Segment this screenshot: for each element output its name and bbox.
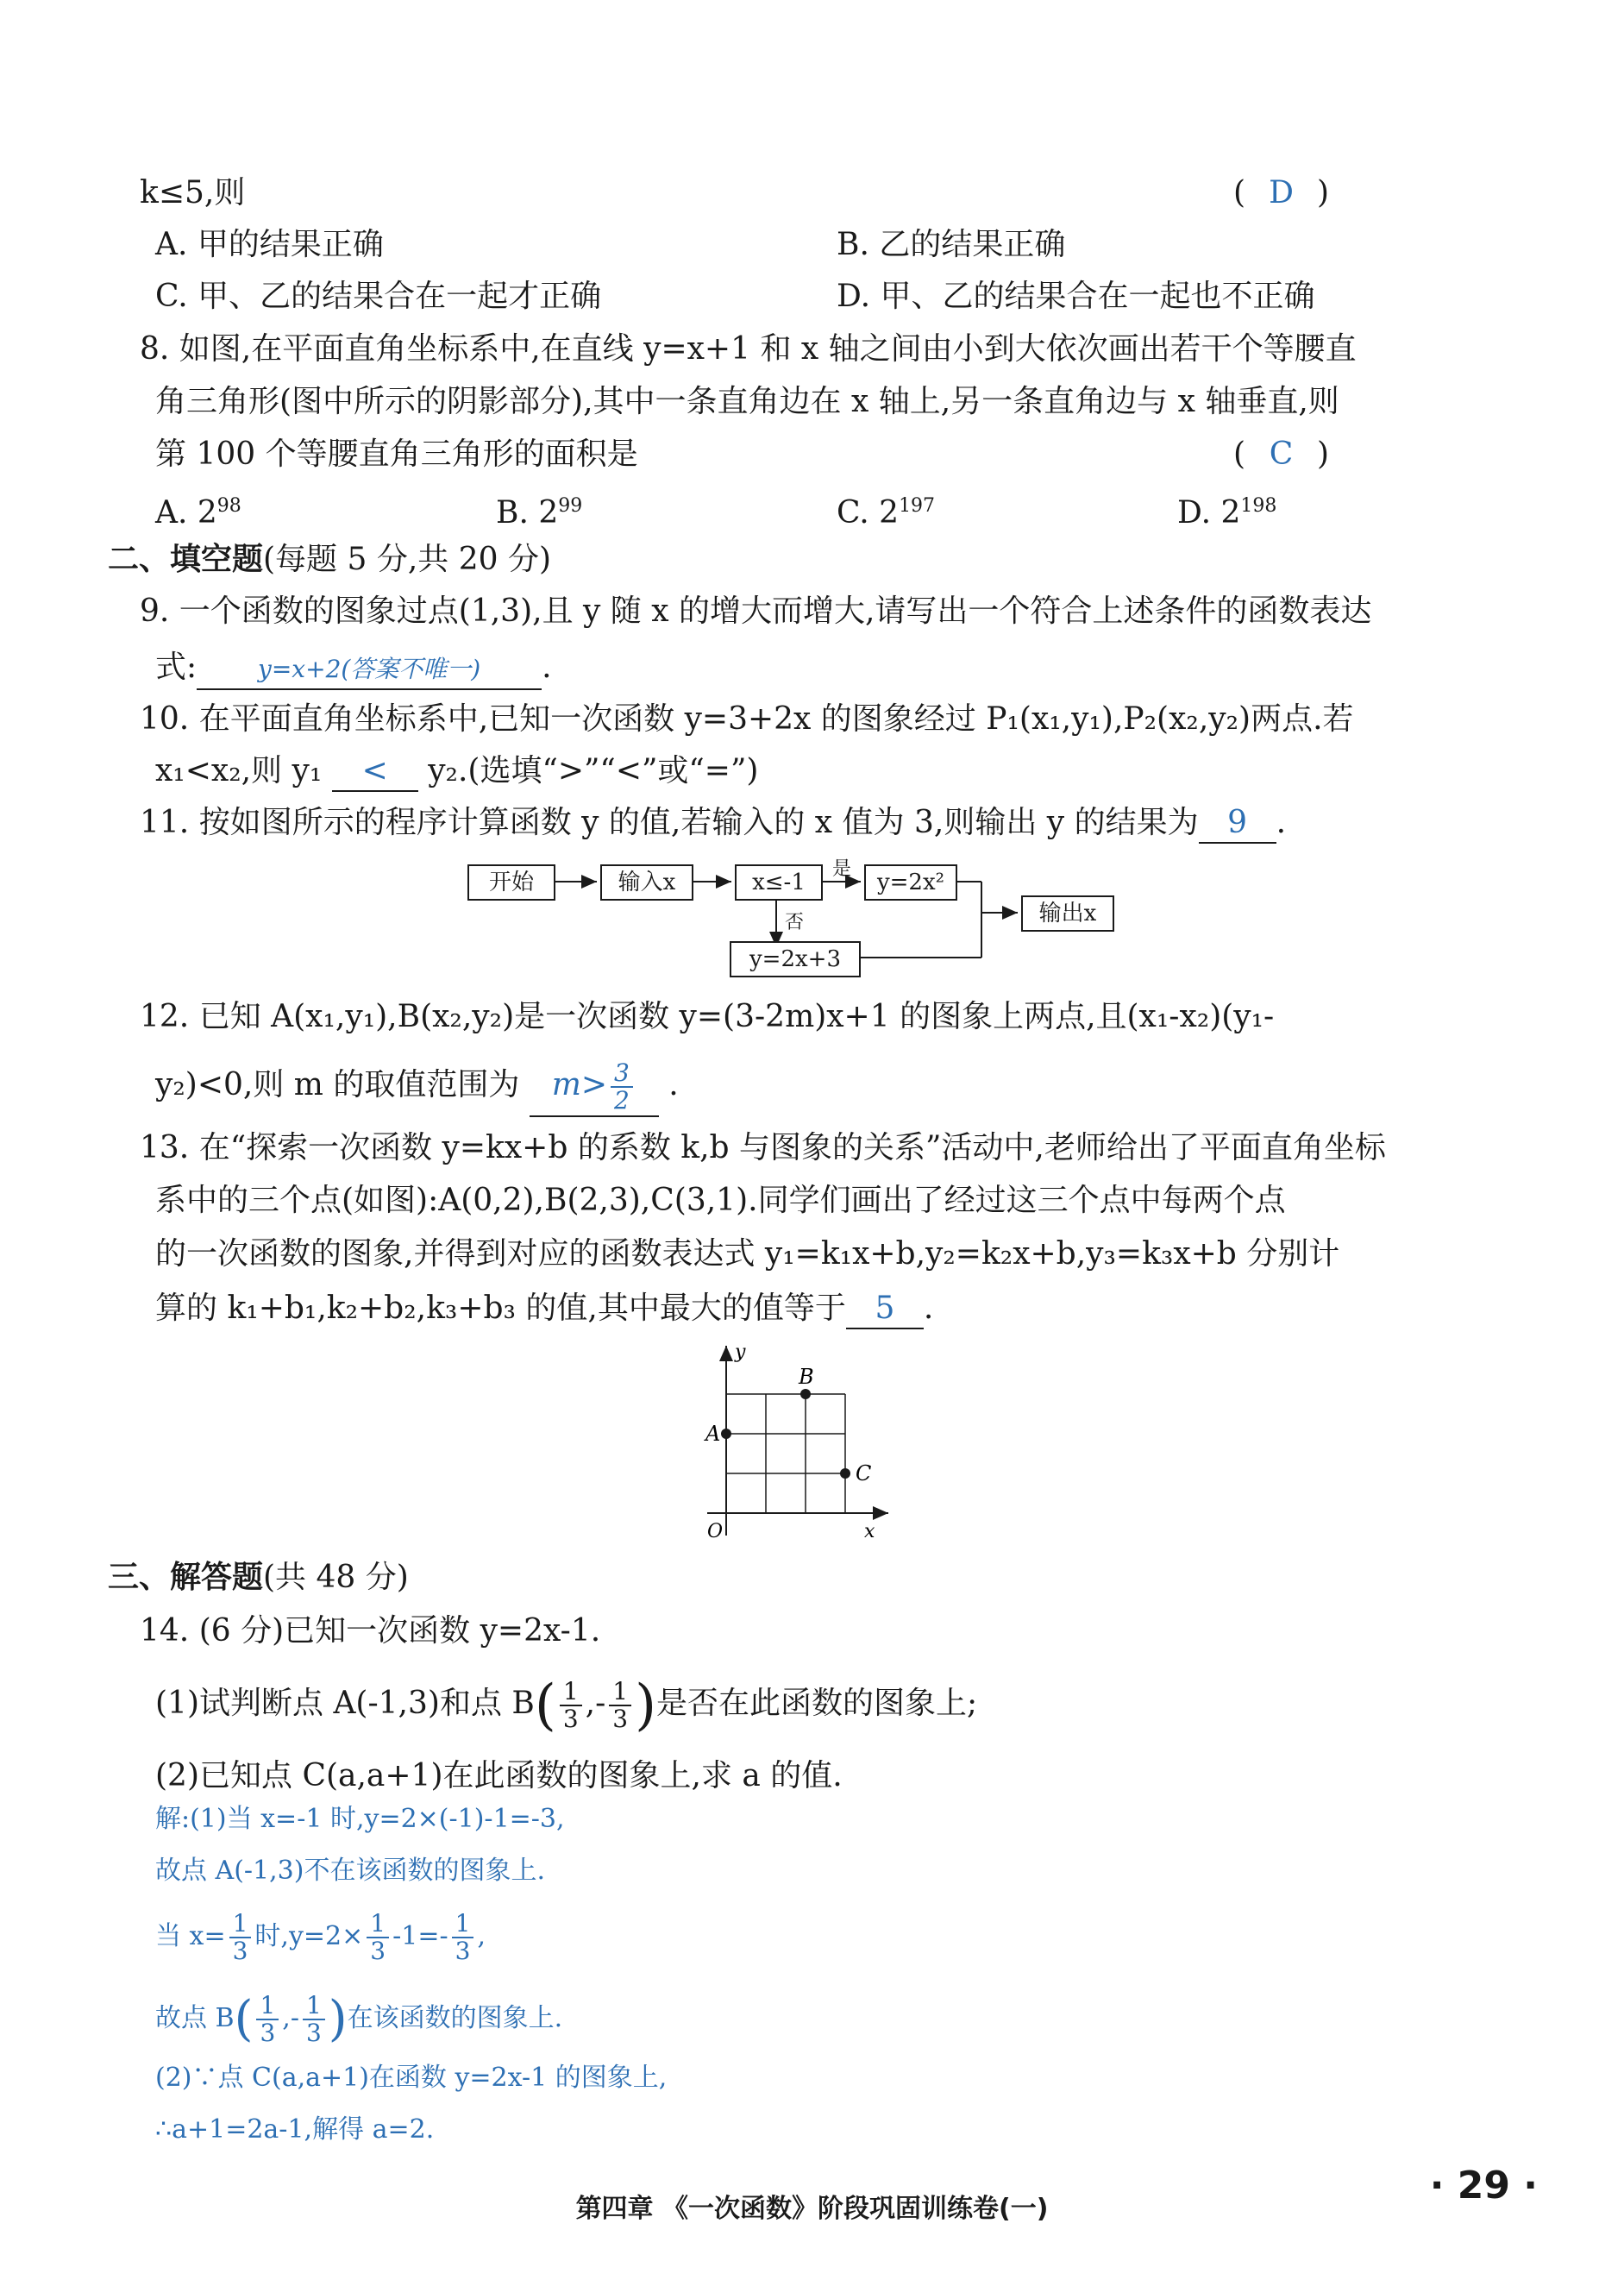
q14-solution-line3 [155,1902,1486,1971]
q8-line3-text: 第 100 个等腰直角三角形的面积是 [155,437,638,472]
q11-post: . [1276,805,1287,840]
q7-stem [140,168,1486,218]
q14-s3-frac2-den: 3 [370,1937,386,1965]
q7-options-row1 [155,220,1486,270]
q14-s3-frac3-num: 1 [452,1911,474,1938]
q13-a-label: A [705,1422,721,1446]
q8-option-b-exp: 99 [558,495,583,517]
q13-c-label: C [856,1461,872,1485]
q14-s4-post: 在该函数的图象上. [347,2003,563,2033]
section3-note: (共 48 分) [263,1560,409,1595]
q14-solution-line4 [155,1984,1486,2053]
q13-graph [681,1335,906,1542]
q8-option-c-exp: 197 [899,495,936,517]
q14-line1: 14. (6 分)已知一次函数 y=2x-1. [140,1613,601,1649]
q14-part1-pre: (1)试判断点 A(-1,3)和点 B [155,1686,535,1721]
flow-yes-formula-box: y=2x² [864,864,957,901]
q14-s3-mid1: 时,y=2× [254,1921,364,1951]
q14-s4-mid: ,- [282,2003,299,2033]
q12-line2-pre: y₂)<0,则 m 的取值范围为 [155,1067,520,1102]
q10-answer-blank: < [332,752,418,792]
q14-s4-paren-close: ) [328,1991,348,2047]
q14-s3-frac1-num: 1 [229,1911,252,1938]
q14-s4-frac2 [303,1993,325,2046]
q9-line1: 9. 一个函数的图象过点(1,3),且 y 随 x 的增大而增大,请写出一个符合上述条件的函数表达 [140,594,1372,629]
q12-answer-fraction [611,1060,633,1114]
q14-s3-frac1 [229,1911,252,1964]
q8-answer-bracket: ( C ) [1233,430,1329,480]
q8-option-a-base: A. 2 [155,495,217,531]
q8-option-a-exp: 98 [216,495,241,517]
q13-y-label: y [735,1341,746,1363]
q7-answer-bracket: ( D ) [1233,168,1329,218]
q13-point-a [721,1429,731,1439]
q13-line4-post: . [923,1291,934,1326]
section2-title: 二、填空题 [108,542,264,577]
q14-s4-frac2-num: 1 [303,1993,325,2020]
q10-line1: 10. 在平面直角坐标系中,已知一次函数 y=3+2x 的图象经过 P₁(x₁,y₁),P₂(x₂,y₂)两点.若 [140,701,1354,737]
q13-grid [726,1394,845,1513]
flow-no-label: 否 [785,912,805,933]
q7-options-row2 [155,272,1486,322]
q10-line2 [155,746,1486,796]
q13-line4-pre: 算的 k₁+b₁,k₂+b₂,k₃+b₃ 的值,其中最大的值等于 [155,1291,846,1326]
q7-option-b: B. 乙的结果正确 [837,227,1066,262]
q14-solution-line2: 故点 A(-1,3)不在该函数的图象上. [155,1856,545,1886]
flow-condition-box: x≤-1 [735,864,823,901]
q8-line1: 8. 如图,在平面直角坐标系中,在直线 y=x+1 和 x 轴之间由小到大依次画出若干个等腰直 [140,331,1357,367]
page-footer-title: 第四章 《一次函数》阶段巩固训练卷(一) [575,2194,1049,2224]
section2-note: (每题 5 分,共 20 分) [263,542,552,577]
flow-output-box: 输出x [1021,895,1114,932]
flow-yes-label: 是 [832,858,852,880]
q13-line4 [155,1284,1486,1334]
q14-solution-line5: (2)∵点 C(a,a+1)在函数 y=2x-1 的图象上, [155,2063,668,2093]
q14-s3-mid2: -1=- [392,1921,448,1951]
q8-answer: C [1269,437,1294,472]
q13-b-label: B [799,1365,814,1389]
q13-point-c [840,1468,850,1479]
q12-line2 [155,1052,1486,1118]
flow-input-box: 输入x [600,864,693,901]
q14-s3-frac3 [452,1911,474,1964]
q13-x-label: x [864,1521,875,1542]
q8-option-b [496,481,582,538]
q13-line3: 的一次函数的图象,并得到对应的函数表达式 y₁=k₁x+b,y₂=k₂x+b,y₃=k₃x+b 分别计 [155,1236,1340,1272]
section3-title: 三、解答题 [108,1560,264,1595]
q11-flowchart [466,854,1121,983]
q14-s4-frac2-den: 3 [305,2019,322,2047]
q8-option-b-base: B. 2 [496,495,559,531]
q14-s4-frac1-den: 3 [260,2019,276,2047]
q14-part1-frac1 [560,1679,582,1732]
q14-s4-paren-open: ( [234,1991,254,2047]
q10-line2-post: y₂.(选填“>”“<”或“=”) [428,753,759,788]
q14-s3-frac2-num: 1 [367,1911,389,1938]
q12-line1: 12. 已知 A(x₁,y₁),B(x₂,y₂)是一次函数 y=(3-2m)x+1 的图象上两点,且(x₁-x₂)(y₁- [140,999,1275,1034]
q8-line3 [155,430,1486,480]
q11-answer-blank: 9 [1199,804,1276,844]
q14-s3-frac3-den: 3 [455,1937,471,1965]
q9-line2 [155,643,1486,693]
q14-part1-frac1-num: 1 [560,1679,582,1706]
q8-line2: 角三角形(图中所示的阴影部分),其中一条直角边在 x 轴上,另一条直角边与 x 轴垂直,则 [155,384,1339,419]
q13-point-b [800,1389,811,1399]
q14-s4-frac1-num: 1 [256,1993,279,2020]
q8-option-c-base: C. 2 [837,495,900,531]
q7-option-a: A. 甲的结果正确 [155,227,384,262]
q14-paren-open: ( [534,1674,556,1737]
section3-header [108,1553,1486,1603]
q14-s3-pre: 当 x= [155,1921,226,1951]
q13-answer-blank: 5 [846,1290,924,1329]
q13-line1: 13. 在“探索一次函数 y=kx+b 的系数 k,b 与图象的关系”活动中,老师给出了平面直角坐标 [140,1130,1386,1165]
q9-answer-blank: y=x+2(答案不唯一) [197,650,542,690]
q14-part1-mid: ,- [585,1686,606,1721]
q11-line1 [140,798,1486,848]
q7-option-d: D. 甲、乙的结果合在一起也不正确 [837,279,1315,314]
q14-part1-frac2-den: 3 [612,1705,629,1733]
q8-options [155,481,1486,531]
q14-solution-line1: 解:(1)当 x=-1 时,y=2×(-1)-1=-3, [155,1804,565,1834]
q9-line2-pre: 式: [155,650,198,685]
q11-line1-text: 11. 按如图所示的程序计算函数 y 的值,若输入的 x 值为 3,则输出 y 的结果为 [140,805,1199,840]
q13-graph-svg [681,1335,906,1542]
q14-s4-frac1 [256,1993,279,2046]
page-number: · 29 · [1429,2164,1538,2208]
section2-header [108,535,1486,585]
q8-option-d-base: D. 2 [1177,495,1241,531]
q8-option-d-exp: 198 [1240,495,1277,517]
q7-stem-text: k≤5,则 [140,175,246,210]
q9-line2-post: . [542,650,552,685]
q14-s3-frac2 [367,1911,389,1964]
q14-paren-close: ) [635,1674,657,1737]
q10-line2-pre: x₁<x₂,则 y₁ [155,753,323,788]
q7-answer: D [1269,175,1294,210]
q14-part1-frac2-num: 1 [609,1679,631,1706]
q13-line2: 系中的三个点(如图):A(0,2),B(2,3),C(3,1).同学们画出了经过这三个点中每两个点 [155,1183,1286,1218]
q14-part1 [155,1665,1486,1743]
q14-s3-post: , [477,1921,486,1951]
q8-option-c [837,481,935,538]
q13-origin-label: O [707,1521,724,1542]
q12-answer-num: 3 [611,1060,633,1088]
q12-answer-den: 2 [614,1086,630,1115]
q12-answer-blank [530,1055,659,1117]
q14-part1-post: 是否在此函数的图象上; [656,1686,978,1721]
flow-start-box: 开始 [467,864,555,901]
q14-solution-line6: ∴a+1=2a-1,解得 a=2. [155,2114,435,2145]
q14-s3-frac1-den: 3 [232,1937,248,1965]
q14-part1-frac1-den: 3 [562,1705,579,1733]
q14-part2: (2)已知点 C(a,a+1)在此函数的图象上,求 a 的值. [155,1758,843,1793]
q8-option-a [155,481,241,538]
q8-option-d [1177,481,1276,538]
q7-option-c: C. 甲、乙的结果合在一起才正确 [155,279,602,314]
q14-s4-pre: 故点 B [155,2003,235,2033]
q14-part1-frac2 [609,1679,631,1732]
flow-no-formula-box: y=2x+3 [730,941,861,977]
q12-answer-pre: m> [551,1067,608,1102]
q12-line2-post: . [668,1067,679,1102]
